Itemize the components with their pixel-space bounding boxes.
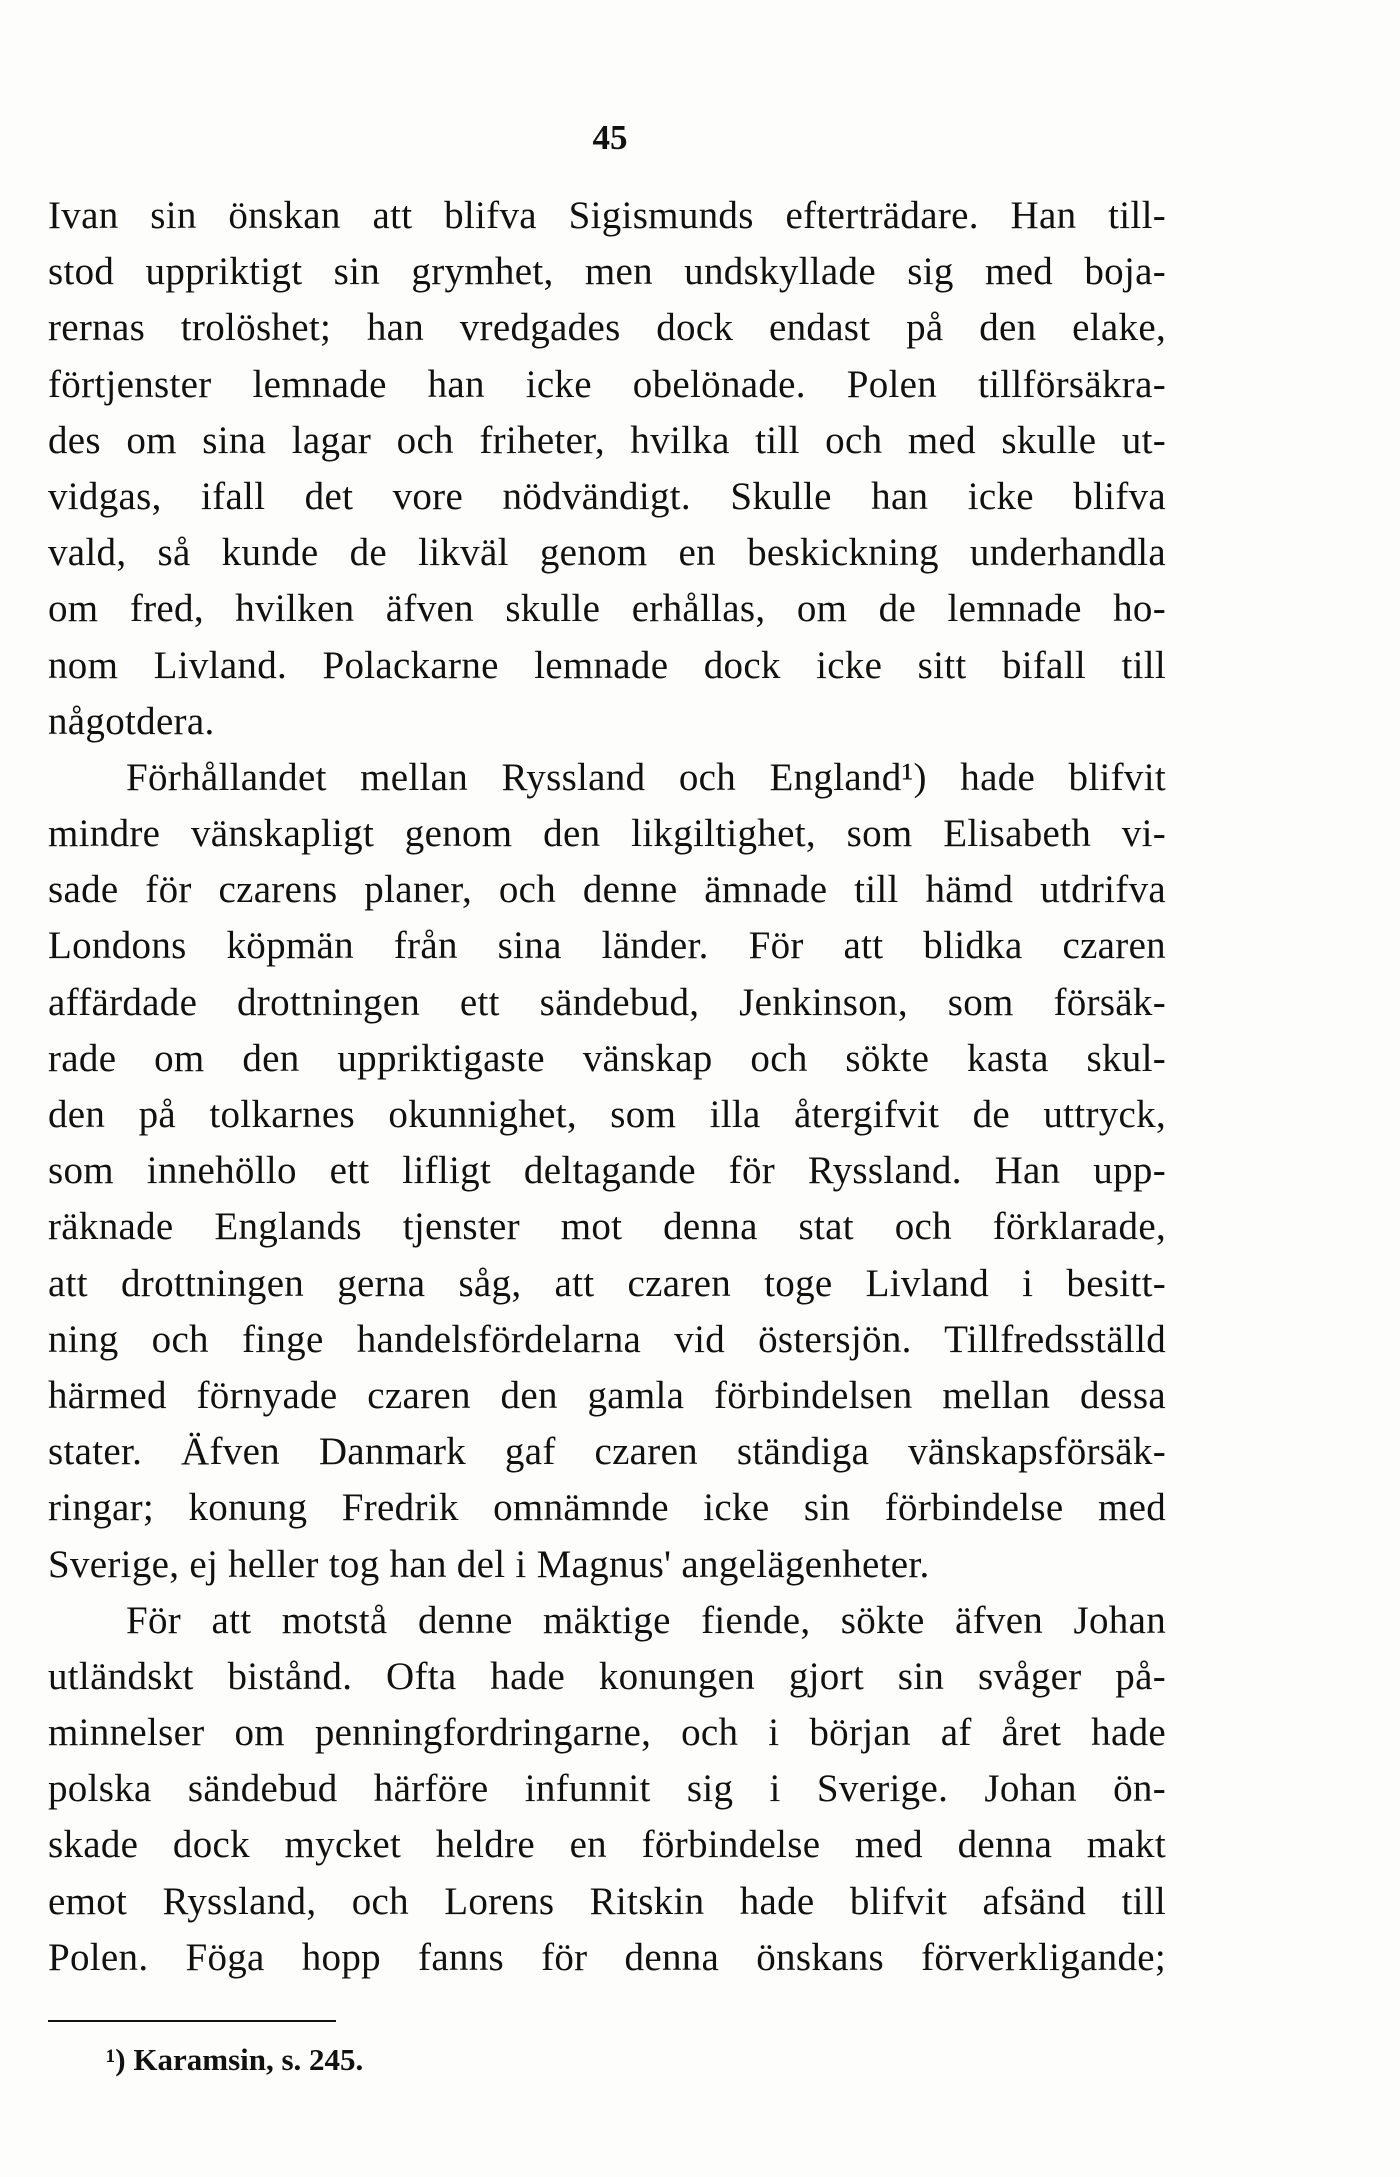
text-line: mindre vänskapligt genom den likgiltighet, som Elisabeth vi- bbox=[48, 812, 1166, 856]
text-line: om fred, hvilken äfven skulle erhållas, om de lemnade ho- bbox=[48, 587, 1166, 631]
text-line: stater. Äfven Danmark gaf czaren ständiga vänskapsförsäk- bbox=[48, 1430, 1166, 1474]
paragraph-2 bbox=[48, 750, 1166, 1593]
text-line: För att motstå denne mäktige fiende, sökte äfven Johan bbox=[126, 1598, 1166, 1642]
text-line: någotdera. bbox=[48, 699, 215, 743]
text-line: som innehöllo ett lifligt deltagande för Ryssland. Han upp- bbox=[48, 1149, 1166, 1193]
text-line: förtjenster lemnade han icke obelönade. Polen tillförsäkra- bbox=[48, 362, 1166, 406]
text-line: Sverige, ej heller tog han del i Magnus' angelägenheter. bbox=[48, 1542, 930, 1586]
text-line: utländskt bistånd. Ofta hade konungen gjort sin svåger på- bbox=[48, 1654, 1166, 1698]
text-line: räknade Englands tjenster mot denna stat och förklarade, bbox=[48, 1205, 1166, 1249]
body-text bbox=[48, 188, 1166, 1986]
text-line: polska sändebud härföre infunnit sig i Sverige. Johan ön- bbox=[48, 1767, 1166, 1811]
text-line: härmed förnyade czaren den gamla förbindelsen mellan dessa bbox=[48, 1373, 1166, 1417]
text-line: des om sina lagar och friheter, hvilka till och med skulle ut- bbox=[48, 418, 1166, 462]
paragraph-3 bbox=[48, 1593, 1166, 1986]
text-line: Förhållandet mellan Ryssland och England¹) hade blifvit bbox=[126, 755, 1166, 799]
text-line: vald, så kunde de likväl genom en beskickning underhandla bbox=[48, 531, 1166, 575]
text-line: nom Livland. Polackarne lemnade dock icke sitt bifall till bbox=[48, 643, 1166, 687]
text-line: sade för czarens planer, och denne ämnade till hämd utdrifva bbox=[48, 868, 1166, 912]
text-line: Polen. Föga hopp fanns för denna önskans förverkligande; bbox=[48, 1935, 1166, 1979]
footnote-divider bbox=[48, 2020, 336, 2022]
text-line: affärdade drottningen ett sändebud, Jenkinson, som försäk- bbox=[48, 980, 1166, 1024]
text-line: rernas trolöshet; han vredgades dock endast på den elake, bbox=[48, 306, 1166, 350]
text-line: stod uppriktigt sin grymhet, men undskyllade sig med boja- bbox=[48, 250, 1166, 294]
page-number: 45 bbox=[592, 118, 628, 157]
text-line: emot Ryssland, och Lorens Ritskin hade blifvit afsänd till bbox=[48, 1879, 1166, 1923]
text-line: skade dock mycket heldre en förbindelse med denna makt bbox=[48, 1823, 1166, 1867]
text-line: Londons köpmän från sina länder. För att blidka czaren bbox=[48, 924, 1166, 968]
text-line: ringar; konung Fredrik omnämnde icke sin förbindelse med bbox=[48, 1486, 1166, 1530]
text-line: rade om den uppriktigaste vänskap och sökte kasta skul- bbox=[48, 1036, 1166, 1080]
text-line: ning och finge handelsfördelarna vid östersjön. Tillfredsställd bbox=[48, 1317, 1166, 1361]
text-line: Ivan sin önskan att blifva Sigismunds efterträdare. Han till- bbox=[48, 194, 1166, 237]
text-line: minnelser om penningfordringarne, och i början af året hade bbox=[48, 1711, 1166, 1755]
text-line: den på tolkarnes okunnighet, som illa återgifvit de uttryck, bbox=[48, 1093, 1166, 1136]
text-line: att drottningen gerna såg, att czaren toge Livland i besitt- bbox=[48, 1261, 1166, 1305]
text-line: vidgas, ifall det vore nödvändigt. Skulle han icke blifva bbox=[48, 474, 1166, 518]
paragraph-1 bbox=[48, 188, 1166, 750]
footnote: ¹) Karamsin, s. 245. bbox=[106, 2042, 364, 2077]
